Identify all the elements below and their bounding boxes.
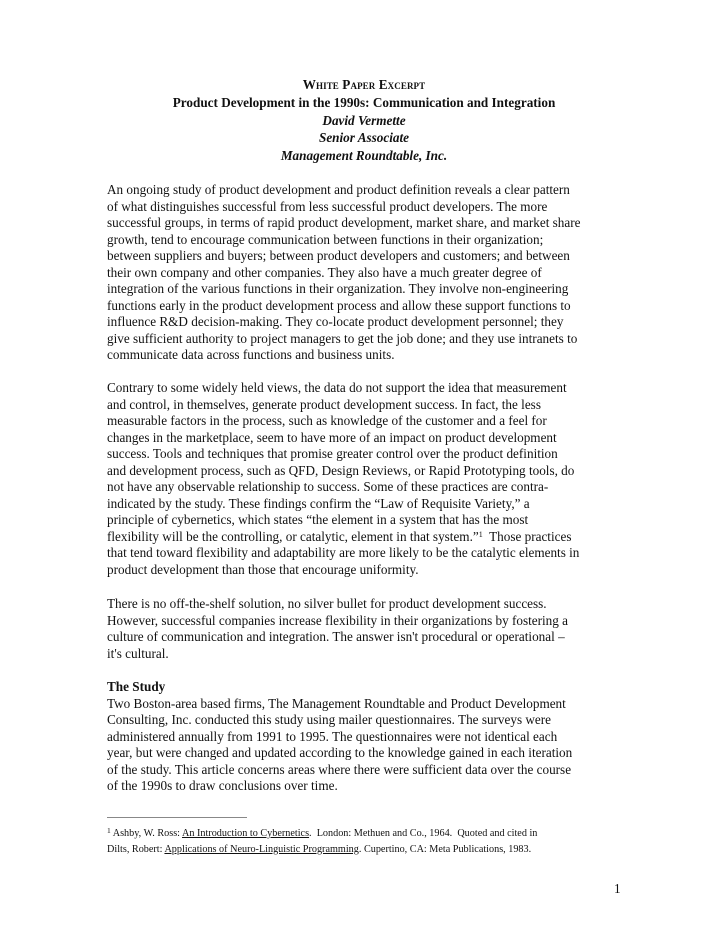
text-segment: . Cupertino, CA: Meta Publications, 1983. xyxy=(358,843,532,855)
text-line: of the 1990s to draw conclusions over time. xyxy=(107,778,338,793)
text-segment: flexibility will be the controlling, or catalytic, element in that system.” xyxy=(107,528,479,544)
footnote-reference: 1 xyxy=(478,529,483,539)
text-line: successful groups, in terms of rapid product development, market share, and market share xyxy=(107,215,581,230)
text-line: and development process, such as QFD, Design Reviews, or Rapid Prototyping tools, do xyxy=(107,462,575,478)
paragraph-2 xyxy=(107,380,627,578)
paragraph-1 xyxy=(107,182,627,364)
study-section xyxy=(107,679,627,795)
text-line: influence R&D decision-making. They co-locate product development personnel; they xyxy=(107,314,564,329)
book-title: An Introduction to Cybernetics xyxy=(182,828,310,839)
text-line: of what distinguishes successful from less successful product developers. The more xyxy=(107,198,548,214)
document-title: Product Development in the 1990s: Communication and Integration xyxy=(172,94,556,110)
footnote-line xyxy=(107,842,627,858)
author-role: Senior Associate xyxy=(318,130,409,146)
text-line: changes in the marketplace, seem to have more of an impact on product development xyxy=(107,429,557,445)
text-line: of the study. This article concerns areas where there were sufficient data over the course xyxy=(107,761,572,777)
text-line: year, but were changed and updated according to the knowledge gained in each iteration xyxy=(107,745,573,760)
text-line: it's cultural. xyxy=(107,645,169,661)
text-segment: Dilts, Robert: xyxy=(107,843,165,855)
text-line: Two Boston-area based firms, The Management Roundtable and Product Development xyxy=(107,695,566,711)
text-line: give sufficient authority to project managers to get the job done; and they use intranets to xyxy=(107,330,578,346)
footnote-line xyxy=(107,826,627,842)
text-line: integration of the various functions in their organization. They involve non-engineering xyxy=(107,281,569,296)
section-heading: The Study xyxy=(107,679,166,694)
text-line: not have any observable relationship to success. Some of these practices are contra- xyxy=(107,479,549,494)
text-line: administered annually from 1991 to 1995. The questionnaires were not identical each xyxy=(107,728,558,744)
page-number: 1 xyxy=(614,881,621,896)
text-line: and control, in themselves, generate product development success. In fact, the less xyxy=(107,396,541,412)
text-line: Contrary to some widely held views, the data do not support the idea that measurement xyxy=(107,380,567,395)
text-line-with-footnote-ref xyxy=(107,529,627,546)
text-line: that tend toward flexibility and adaptability are more likely to be the catalytic elements in xyxy=(107,545,580,560)
footnote-divider xyxy=(107,817,247,818)
text-segment: Ashby, W. Ross: xyxy=(110,828,182,839)
document-header xyxy=(0,76,728,165)
text-segment: . London: Methuen and Co., 1964. Quoted and cited in xyxy=(309,828,538,839)
text-line: success. Tools and techniques that promise greater control over the product definition xyxy=(107,446,558,461)
text-line: Consulting, Inc. conducted this study using mailer questionnaires. The surveys were xyxy=(107,712,552,727)
footnote-number: 1 xyxy=(107,826,111,835)
text-line: However, successful companies increase flexibility in their organizations by fostering a xyxy=(107,612,569,628)
text-line: their own company and other companies. They also have a much greater degree of xyxy=(107,264,542,280)
text-line: An ongoing study of product development and product definition reveals a clear pattern xyxy=(107,182,570,197)
text-line: indicated by the study. These findings confirm the “Law of Requisite Variety,” a xyxy=(107,495,530,511)
text-line: growth, tend to encourage communication between functions in their organization; xyxy=(107,231,544,247)
text-line: measurable factors in the process, such as knowledge of the customer and a feel for xyxy=(107,413,547,428)
book-title: Applications of Neuro-Linguistic Programming xyxy=(164,843,359,855)
section-label: White Paper Excerpt xyxy=(302,77,426,92)
text-line: between suppliers and buyers; between product developers and customers; and between xyxy=(107,248,570,263)
text-line: functions early in the product development process and allow these support functions to xyxy=(107,297,571,313)
text-line: communicate data across functions and business units. xyxy=(107,347,395,362)
author-organization: Management Roundtable, Inc. xyxy=(280,148,448,164)
text-line: culture of communication and integration. The answer isn't procedural or operational – xyxy=(107,629,565,644)
author-name: David Vermette xyxy=(322,112,406,128)
text-segment: Those practices xyxy=(482,528,572,544)
footnote xyxy=(107,826,627,857)
text-line: principle of cybernetics, which states “the element in a system that has the most xyxy=(107,512,529,527)
paragraph-3 xyxy=(107,596,627,662)
text-line: There is no off-the-shelf solution, no silver bullet for product development success. xyxy=(107,596,547,611)
text-line: product development than those that encourage uniformity. xyxy=(107,561,419,577)
